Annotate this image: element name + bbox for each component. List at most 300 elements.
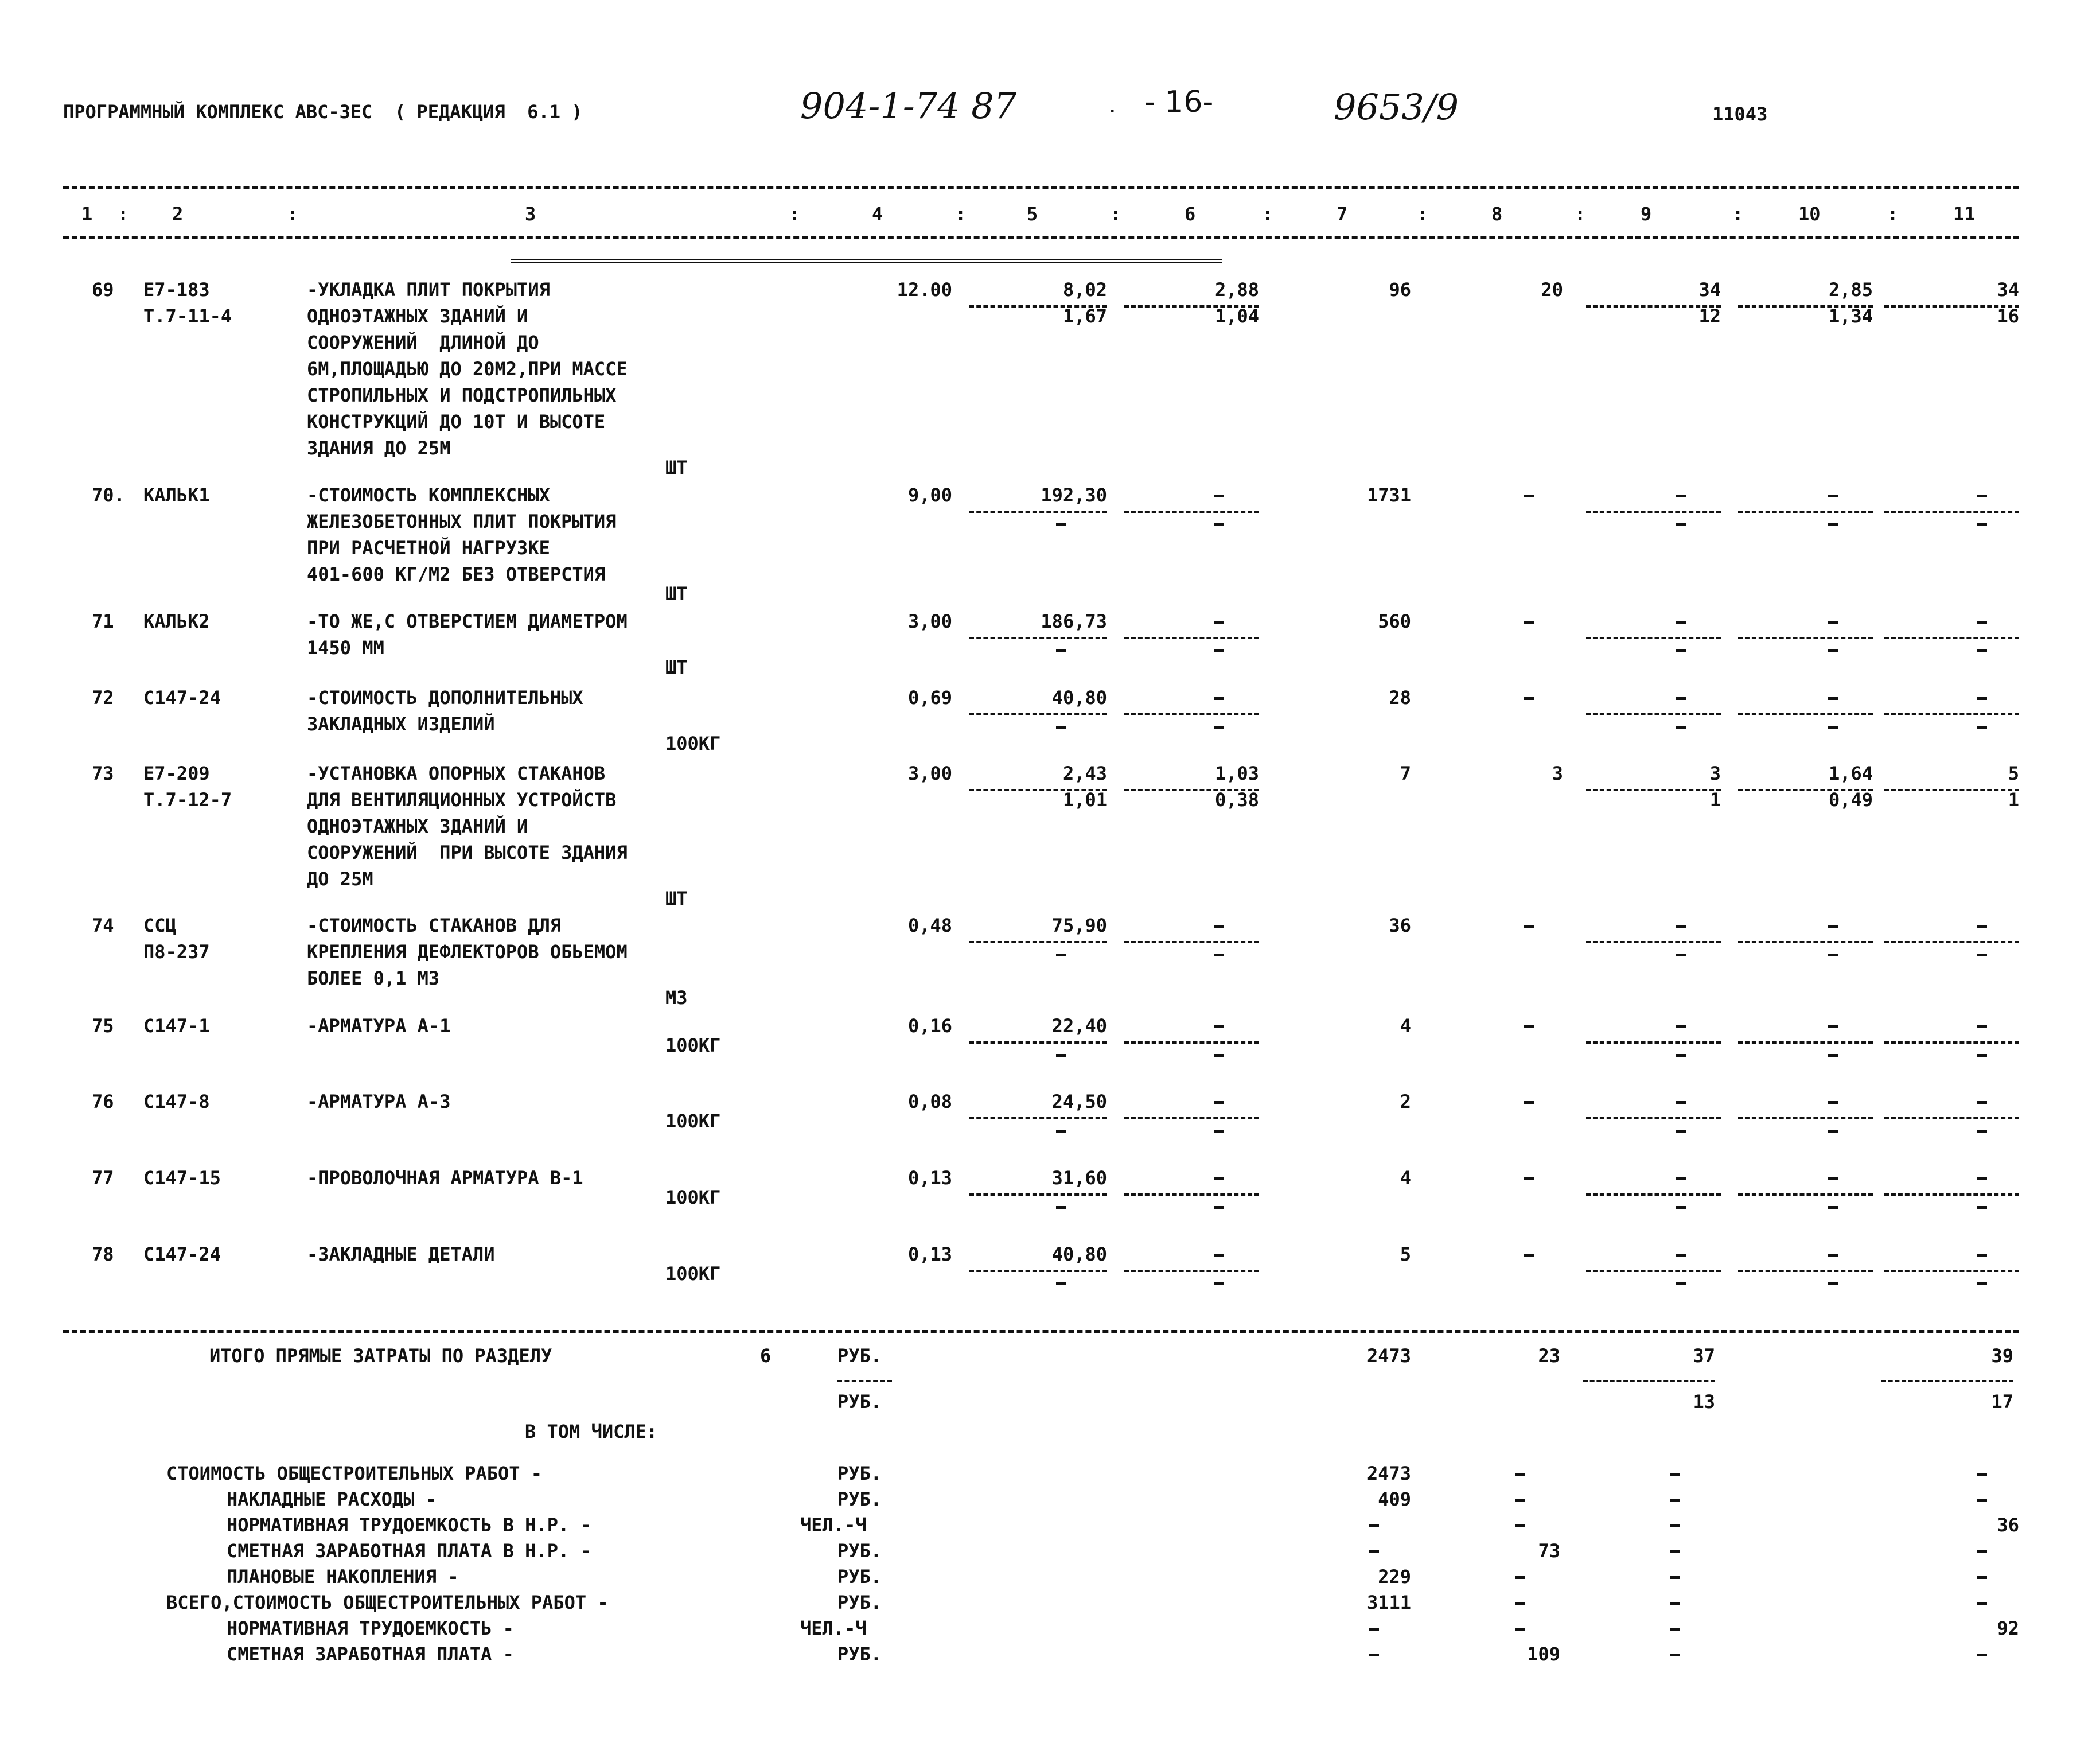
row-c5-top: 2,43 <box>1062 763 1107 784</box>
row-c9-bottom: 12 <box>1698 305 1721 327</box>
summary-label: ВСЕГО,СТОИМОСТЬ ОБЩЕСТРОИТЕЛЬНЫХ РАБОТ - <box>166 1592 609 1613</box>
column-header-6: 6 <box>1185 203 1196 225</box>
row-c9-rule <box>1586 511 1721 513</box>
row-c5-empty <box>1056 649 1066 652</box>
row-c6-empty <box>1214 1101 1224 1104</box>
totals-col8: 23 <box>1538 1345 1560 1367</box>
column-header-11: 11 <box>1953 203 1976 225</box>
summary-col11-empty <box>1977 1654 1987 1656</box>
row-c10-rule <box>1738 941 1873 943</box>
row-description: СООРУЖЕНИЙ ПРИ ВЫСОТЕ ЗДАНИЯ <box>307 842 628 864</box>
row-c5-empty <box>1056 726 1066 729</box>
row-c9-empty <box>1676 1130 1686 1133</box>
row-c10-empty <box>1828 621 1838 624</box>
row-col8-empty <box>1524 1025 1534 1028</box>
row-description: -СТОИМОСТЬ ДОПОЛНИТЕЛЬНЫХ <box>307 687 583 709</box>
row-c9-empty <box>1676 697 1686 700</box>
row-quantity: 0,48 <box>907 915 952 936</box>
summary-unit: РУБ. <box>837 1540 882 1562</box>
totals-unit-1: РУБ. <box>837 1345 882 1367</box>
row-c5-rule <box>969 511 1107 513</box>
row-total-cost: 1731 <box>1366 484 1411 506</box>
row-c10-top: 1,64 <box>1828 763 1873 784</box>
row-c5-rule <box>969 713 1107 715</box>
row-number: 77 <box>92 1167 114 1189</box>
row-c6-empty <box>1214 954 1224 956</box>
summary-col7-empty <box>1369 1628 1379 1631</box>
row-c11-rule <box>1884 637 2019 639</box>
summary-col9-empty <box>1670 1576 1680 1579</box>
row-c11-empty <box>1977 925 1987 928</box>
row-unit: 100КГ <box>665 1263 721 1285</box>
row-code: П8-237 <box>143 941 210 963</box>
row-c6-bottom: 0,38 <box>1214 789 1259 811</box>
row-code: Т.7-11-4 <box>143 305 232 327</box>
row-c5-empty <box>1056 1130 1066 1133</box>
row-unit: М3 <box>665 987 688 1009</box>
row-quantity: 0,08 <box>907 1091 952 1113</box>
column-separator: : <box>1887 203 1899 225</box>
summary-unit: РУБ. <box>837 1463 882 1484</box>
row-c10-rule <box>1738 1193 1873 1196</box>
row-unit: 100КГ <box>665 1187 721 1208</box>
summary-col9-empty <box>1670 1524 1680 1527</box>
row-c6-empty <box>1214 1054 1224 1057</box>
row-code: С147-24 <box>143 687 221 709</box>
row-c6-rule <box>1124 1117 1259 1119</box>
row-c10-top: 2,85 <box>1828 279 1873 301</box>
row-c5-empty <box>1056 1282 1066 1285</box>
row-c6-empty <box>1214 1130 1224 1133</box>
row-c5-rule <box>969 1117 1107 1119</box>
row-c9-top: 3 <box>1709 763 1721 784</box>
row-description: -УСТАНОВКА ОПОРНЫХ СТАКАНОВ <box>307 763 606 784</box>
column-separator: : <box>955 203 967 225</box>
summary-label: СМЕТНАЯ ЗАРАБОТНАЯ ПЛАТА - <box>227 1643 514 1665</box>
row-description: ЗДАНИЯ ДО 25М <box>307 437 451 459</box>
row-description: -ЗАКЛАДНЫЕ ДЕТАЛИ <box>307 1243 495 1265</box>
row-col8-empty <box>1524 1254 1534 1257</box>
row-total-cost: 4 <box>1400 1167 1411 1189</box>
row-description: ОДНОЭТАЖНЫХ ЗДАНИЙ И <box>307 815 528 837</box>
summary-col9-empty <box>1670 1654 1680 1656</box>
totals-col11-rule <box>1881 1380 2013 1382</box>
column-separator: : <box>287 203 298 225</box>
row-c6-rule <box>1124 1270 1259 1272</box>
row-number: 70. <box>92 484 125 506</box>
row-c6-empty <box>1214 1254 1224 1257</box>
row-c10-rule <box>1738 1041 1873 1044</box>
row-c5-rule <box>969 1270 1107 1272</box>
row-c9-rule <box>1586 1270 1721 1272</box>
summary-col7-empty <box>1369 1524 1379 1527</box>
row-number: 71 <box>92 610 114 632</box>
summary-col8-empty <box>1515 1602 1525 1605</box>
row-description: -СТОИМОСТЬ СТАКАНОВ ДЛЯ <box>307 915 562 936</box>
row-c5-top: 40,80 <box>1051 687 1107 709</box>
row-quantity: 12.00 <box>897 279 952 301</box>
summary-col11-empty <box>1977 1576 1987 1579</box>
row-c10-rule <box>1738 1270 1873 1272</box>
column-separator: : <box>1262 203 1273 225</box>
row-c5-rule <box>969 1041 1107 1044</box>
row-c10-empty <box>1828 1130 1838 1133</box>
row-c10-empty <box>1828 495 1838 497</box>
row-code: Т.7-12-7 <box>143 789 232 811</box>
row-c9-rule <box>1586 941 1721 943</box>
row-c6-empty <box>1214 925 1224 928</box>
row-c11-rule <box>1884 1117 2019 1119</box>
row-total-cost: 96 <box>1389 279 1411 301</box>
row-quantity: 3,00 <box>907 610 952 632</box>
row-c11-empty <box>1977 621 1987 624</box>
row-c6-empty <box>1214 1177 1224 1180</box>
row-c11-empty <box>1977 1254 1987 1257</box>
row-code: КАЛЬК1 <box>143 484 210 506</box>
column-separator: : <box>1732 203 1744 225</box>
row-c5-top: 75,90 <box>1051 915 1107 936</box>
row-c10-rule <box>1738 511 1873 513</box>
row-code: С147-24 <box>143 1243 221 1265</box>
row-c10-empty <box>1828 1254 1838 1257</box>
summary-label: НОРМАТИВНАЯ ТРУДОЕМКОСТЬ - <box>227 1617 514 1639</box>
totals-rule <box>63 1330 2019 1333</box>
summary-col8-empty <box>1515 1628 1525 1631</box>
bullet-mark: • <box>1110 107 1115 116</box>
row-c11-empty <box>1977 1025 1987 1028</box>
row-description: 6М,ПЛОЩАДЬЮ ДО 20М2,ПРИ МАССЕ <box>307 358 628 380</box>
summary-label: НАКЛАДНЫЕ РАСХОДЫ - <box>227 1488 437 1510</box>
row-c10-rule <box>1738 713 1873 715</box>
row-col8-empty <box>1524 925 1534 928</box>
summary-label: СТОИМОСТЬ ОБЩЕСТРОИТЕЛЬНЫХ РАБОТ - <box>166 1463 543 1484</box>
summary-col8: 109 <box>1527 1643 1560 1665</box>
document-code: 11043 <box>1712 103 1768 125</box>
row-c9-empty <box>1676 1101 1686 1104</box>
row-description: КРЕПЛЕНИЯ ДЕФЛЕКТОРОВ ОБЬЕМОМ <box>307 941 628 963</box>
summary-col8-empty <box>1515 1499 1525 1502</box>
row-c5-top: 192,30 <box>1041 484 1107 506</box>
row-c6-empty <box>1214 1282 1224 1285</box>
document-number-handwritten: 9653/9 <box>1334 86 1459 128</box>
row-c6-rule <box>1124 1041 1259 1044</box>
column-header-10: 10 <box>1798 203 1821 225</box>
summary-col11-empty <box>1977 1473 1987 1476</box>
row-c5-rule <box>969 941 1107 943</box>
row-c10-empty <box>1828 726 1838 729</box>
row-code: С147-15 <box>143 1167 221 1189</box>
row-c10-empty <box>1828 954 1838 956</box>
row-c11-bottom: 16 <box>1997 305 2019 327</box>
row-c10-empty <box>1828 697 1838 700</box>
row-description: ЖЕЛЕЗОБЕТОННЫХ ПЛИТ ПОКРЫТИЯ <box>307 511 617 532</box>
row-unit: ШТ <box>665 583 688 605</box>
summary-unit: ЧЕЛ.-Ч <box>800 1514 867 1536</box>
row-col8-empty <box>1524 697 1534 700</box>
summary-col9-empty <box>1670 1550 1680 1553</box>
row-c11-bottom: 1 <box>2008 789 2019 811</box>
row-number: 69 <box>92 279 114 301</box>
row-c10-empty <box>1828 523 1838 526</box>
column-separator: : <box>1417 203 1428 225</box>
row-quantity: 0,13 <box>907 1243 952 1265</box>
row-c9-empty <box>1676 1054 1686 1057</box>
row-unit: ШТ <box>665 888 688 909</box>
totals-section: 6 <box>760 1345 772 1367</box>
row-c6-empty <box>1214 523 1224 526</box>
row-c11-empty <box>1977 1054 1987 1057</box>
row-number: 78 <box>92 1243 114 1265</box>
row-c5-empty <box>1056 1206 1066 1209</box>
row-description: -ТО ЖЕ,С ОТВЕРСТИЕМ ДИАМЕТРОМ <box>307 610 628 632</box>
summary-col7: 229 <box>1378 1566 1411 1588</box>
row-number: 72 <box>92 687 114 709</box>
row-c5-empty <box>1056 954 1066 956</box>
totals-col11-bottom: 17 <box>1991 1391 2013 1413</box>
row-c6-empty <box>1214 1025 1224 1028</box>
page-number: - 16- <box>1144 85 1214 119</box>
row-description: БОЛЕЕ 0,1 М3 <box>307 967 440 989</box>
row-quantity: 9,00 <box>907 484 952 506</box>
row-col8-empty <box>1524 621 1534 624</box>
program-header: ПРОГРАММНЫЙ КОМПЛЕКС АВС-ЗЕС ( РЕДАКЦИЯ 6.1 ) <box>63 101 583 123</box>
row-c11-empty <box>1977 1206 1987 1209</box>
row-code: Е7-183 <box>143 279 210 301</box>
row-c11-rule <box>1884 511 2019 513</box>
row-description: СООРУЖЕНИЙ ДЛИНОЙ ДО <box>307 332 539 353</box>
row-code: ССЦ <box>143 915 177 936</box>
row-c11-empty <box>1977 697 1987 700</box>
column-header-7: 7 <box>1337 203 1348 225</box>
summary-unit: РУБ. <box>837 1566 882 1588</box>
row-description: ОДНОЭТАЖНЫХ ЗДАНИЙ И <box>307 305 528 327</box>
row-c10-empty <box>1828 1177 1838 1180</box>
row-total-cost: 560 <box>1378 610 1411 632</box>
row-c11-rule <box>1884 941 2019 943</box>
summary-col9-empty <box>1670 1602 1680 1605</box>
row-c5-top: 31,60 <box>1051 1167 1107 1189</box>
row-c10-bottom: 1,34 <box>1828 305 1873 327</box>
row-c9-rule <box>1586 1193 1721 1196</box>
summary-col8: 73 <box>1538 1540 1560 1562</box>
totals-unit-dashes <box>837 1380 892 1382</box>
row-c11-empty <box>1977 523 1987 526</box>
column-header-5: 5 <box>1027 203 1038 225</box>
project-number-handwritten: 904-1-74 87 <box>800 85 1017 127</box>
row-total-cost: 2 <box>1400 1091 1411 1113</box>
row-c9-rule <box>1586 637 1721 639</box>
row-c9-empty <box>1676 1282 1686 1285</box>
row-code: КАЛЬК2 <box>143 610 210 632</box>
row-unit: ШТ <box>665 457 688 479</box>
row-c11-top: 34 <box>1997 279 2019 301</box>
row-col8: 20 <box>1541 279 1563 301</box>
totals-col11-top: 39 <box>1991 1345 2013 1367</box>
row-description: ДО 25М <box>307 868 373 890</box>
row-c5-top: 22,40 <box>1051 1015 1107 1037</box>
row-c6-empty <box>1214 495 1224 497</box>
totals-label: ИТОГО ПРЯМЫЕ ЗАТРАТЫ ПО РАЗДЕЛУ <box>209 1345 552 1367</box>
row-c11-empty <box>1977 954 1987 956</box>
row-c6-empty <box>1214 649 1224 652</box>
summary-col8-empty <box>1515 1473 1525 1476</box>
row-c10-empty <box>1828 925 1838 928</box>
summary-col7-empty <box>1369 1654 1379 1656</box>
row-c10-bottom: 0,49 <box>1828 789 1873 811</box>
row-number: 74 <box>92 915 114 936</box>
row-c6-top: 2,88 <box>1214 279 1259 301</box>
row-c10-empty <box>1828 1054 1838 1057</box>
row-total-cost: 7 <box>1400 763 1411 784</box>
summary-col11: 92 <box>1997 1617 2019 1639</box>
row-quantity: 0,13 <box>907 1167 952 1189</box>
row-quantity: 3,00 <box>907 763 952 784</box>
row-c9-bottom: 1 <box>1709 789 1721 811</box>
totals-unit-2: РУБ. <box>837 1391 882 1413</box>
row-total-cost: 4 <box>1400 1015 1411 1037</box>
row-c5-top: 40,80 <box>1051 1243 1107 1265</box>
row-c5-empty <box>1056 1054 1066 1057</box>
row-description: ЗАКЛАДНЫХ ИЗДЕЛИЙ <box>307 713 495 735</box>
row-c11-empty <box>1977 495 1987 497</box>
summary-col8-empty <box>1515 1576 1525 1579</box>
summary-col9-empty <box>1670 1499 1680 1502</box>
row-code: Е7-209 <box>143 763 210 784</box>
row-description: -АРМАТУРА А-3 <box>307 1091 451 1113</box>
row-col8-empty <box>1524 1101 1534 1104</box>
summary-col8-empty <box>1515 1524 1525 1527</box>
row-description: ПРИ РАСЧЕТНОЙ НАГРУЗКЕ <box>307 537 550 559</box>
row-c6-rule <box>1124 637 1259 639</box>
summary-label: НОРМАТИВНАЯ ТРУДОЕМКОСТЬ В Н.Р. - <box>227 1514 591 1536</box>
row-col8: 3 <box>1552 763 1563 784</box>
row-code: С147-8 <box>143 1091 210 1113</box>
row-description: КОНСТРУКЦИЙ ДО 10Т И ВЫСОТЕ <box>307 411 606 433</box>
row-description: 1450 ММ <box>307 637 384 659</box>
row-description: СТРОПИЛЬНЫХ И ПОДСТРОПИЛЬНЫХ <box>307 384 617 406</box>
row-description: -СТОИМОСТЬ КОМПЛЕКСНЫХ <box>307 484 550 506</box>
row-c11-rule <box>1884 1193 2019 1196</box>
row-code: С147-1 <box>143 1015 210 1037</box>
row-c11-empty <box>1977 649 1987 652</box>
row-c10-rule <box>1738 1117 1873 1119</box>
row-c6-top: 1,03 <box>1214 763 1259 784</box>
column-header-8: 8 <box>1491 203 1503 225</box>
summary-unit: РУБ. <box>837 1592 882 1613</box>
totals-col7: 2473 <box>1366 1345 1411 1367</box>
row-c9-rule <box>1586 1041 1721 1044</box>
column-header-9: 9 <box>1641 203 1652 225</box>
column-separator: : <box>1575 203 1586 225</box>
row-c9-empty <box>1676 523 1686 526</box>
column-separator: : <box>1110 203 1121 225</box>
row-c9-empty <box>1676 925 1686 928</box>
summary-col11-empty <box>1977 1602 1987 1605</box>
row-description: -УКЛАДКА ПЛИТ ПОКРЫТИЯ <box>307 279 550 301</box>
row-c5-bottom: 1,67 <box>1062 305 1107 327</box>
column-separator: : <box>118 203 129 225</box>
summary-label: ПЛАНОВЫЕ НАКОПЛЕНИЯ - <box>227 1566 459 1588</box>
row-c11-empty <box>1977 1130 1987 1133</box>
row-c6-rule <box>1124 713 1259 715</box>
row-unit: 100КГ <box>665 1110 721 1132</box>
row-c6-empty <box>1214 621 1224 624</box>
row-c6-rule <box>1124 511 1259 513</box>
row-c5-top: 8,02 <box>1062 279 1107 301</box>
column-header-2: 2 <box>172 203 184 225</box>
row-c9-empty <box>1676 649 1686 652</box>
row-c5-top: 186,73 <box>1041 610 1107 632</box>
row-c10-empty <box>1828 1206 1838 1209</box>
row-c11-top: 5 <box>2008 763 2019 784</box>
row-c9-empty <box>1676 1254 1686 1257</box>
row-total-cost: 28 <box>1389 687 1411 709</box>
row-c11-rule <box>1884 1270 2019 1272</box>
row-c9-rule <box>1586 1117 1721 1119</box>
row-c10-empty <box>1828 1101 1838 1104</box>
row-quantity: 0,69 <box>907 687 952 709</box>
row-c6-empty <box>1214 726 1224 729</box>
row-total-cost: 5 <box>1400 1243 1411 1265</box>
summary-col11-empty <box>1977 1550 1987 1553</box>
totals-col9-rule <box>1583 1380 1715 1382</box>
section-double-rule <box>511 259 1222 263</box>
row-c10-empty <box>1828 649 1838 652</box>
row-c9-empty <box>1676 954 1686 956</box>
row-c11-rule <box>1884 713 2019 715</box>
summary-unit: ЧЕЛ.-Ч <box>800 1617 867 1639</box>
row-c5-empty <box>1056 523 1066 526</box>
totals-col9-bottom: 13 <box>1693 1391 1715 1413</box>
row-c5-top: 24,50 <box>1051 1091 1107 1113</box>
column-header-3: 3 <box>525 203 536 225</box>
row-c9-empty <box>1676 1025 1686 1028</box>
summary-col11: 36 <box>1997 1514 2019 1536</box>
top-rule <box>63 186 2019 189</box>
row-c6-rule <box>1124 941 1259 943</box>
row-unit: 100КГ <box>665 733 721 754</box>
row-quantity: 0,16 <box>907 1015 952 1037</box>
row-c6-bottom: 1,04 <box>1214 305 1259 327</box>
summary-col7: 2473 <box>1366 1463 1411 1484</box>
row-c11-empty <box>1977 1101 1987 1104</box>
row-c9-empty <box>1676 1206 1686 1209</box>
row-number: 76 <box>92 1091 114 1113</box>
row-c5-rule <box>969 1193 1107 1196</box>
summary-unit: РУБ. <box>837 1488 882 1510</box>
row-total-cost: 36 <box>1389 915 1411 936</box>
row-number: 73 <box>92 763 114 784</box>
summary-col9-empty <box>1670 1628 1680 1631</box>
summary-col11-empty <box>1977 1499 1987 1502</box>
row-c5-rule <box>969 637 1107 639</box>
row-c5-bottom: 1,01 <box>1062 789 1107 811</box>
row-c9-empty <box>1676 726 1686 729</box>
row-c11-rule <box>1884 1041 2019 1044</box>
row-col8-empty <box>1524 495 1534 497</box>
row-c11-empty <box>1977 1282 1987 1285</box>
summary-unit: РУБ. <box>837 1643 882 1665</box>
row-c11-empty <box>1977 1177 1987 1180</box>
row-description: -ПРОВОЛОЧНАЯ АРМАТУРА В-1 <box>307 1167 583 1189</box>
row-unit: ШТ <box>665 656 688 678</box>
row-c10-rule <box>1738 637 1873 639</box>
row-c10-empty <box>1828 1282 1838 1285</box>
row-c11-empty <box>1977 726 1987 729</box>
row-c9-empty <box>1676 621 1686 624</box>
row-description: -АРМАТУРА А-1 <box>307 1015 451 1037</box>
summary-col7-empty <box>1369 1550 1379 1553</box>
